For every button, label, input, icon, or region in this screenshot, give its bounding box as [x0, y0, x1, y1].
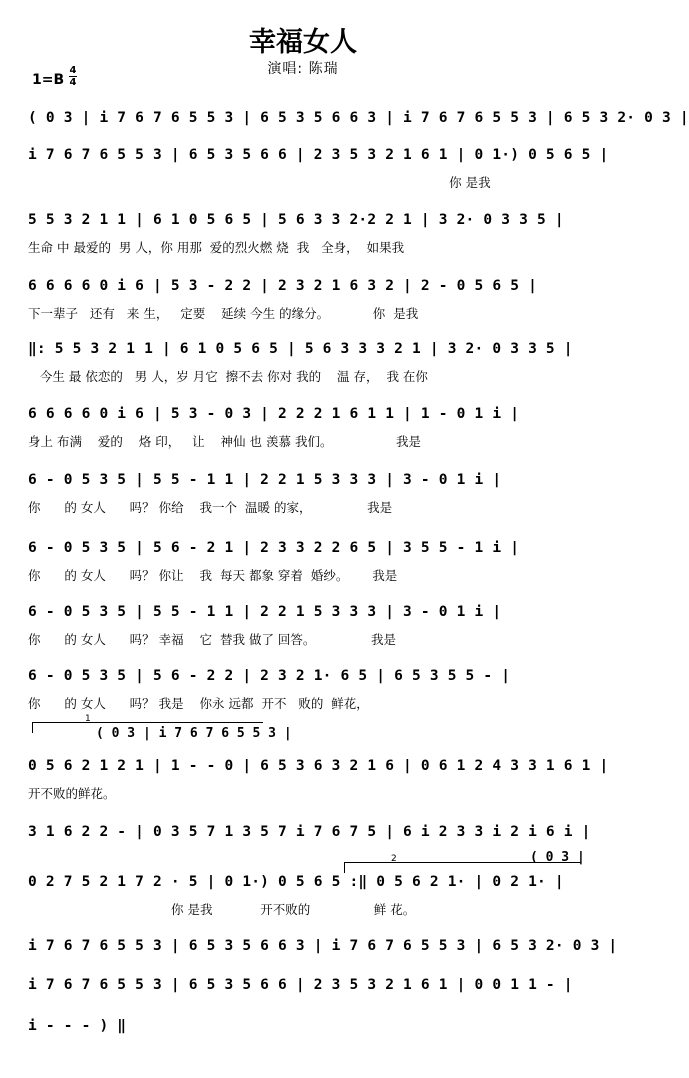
note-line: 6 - 0 5 3 5 | 5 6 - 2 2 | 2 3 2 1· 6 5 | 6 5 3 5 5 - |	[28, 668, 511, 684]
lyric-line	[28, 1044, 582, 1062]
note-line: 6 - 0 5 3 5 | 5 6 - 2 1 | 2 3 3 2 2 6 5 | 3 5 5 - 1 i |	[28, 540, 520, 556]
lyric-line: 今生 最 依恋的 男 人，岁 月它 擦不去 你对 我的 温 存， 我 在你	[28, 369, 428, 384]
note-line: 6 6 6 6 0 i 6 | 5 3 - 2 2 | 2 3 2 1 6 3 2 | 2 - 0 5 6 5 |	[28, 278, 537, 294]
score-row	[0, 668, 606, 728]
time-signature	[69, 66, 77, 87]
lyric-line: 你 的 女人 吗？ 你给 我一个 温暖 的家， 我是	[28, 500, 393, 515]
note-line: 3 1 6 2 2 - | 0 3 5 7 1 3 5 7 i 7 6 7 5 | 6 i 2 3 3 i 2 i 6 i |	[28, 824, 591, 840]
time-bottom: 4	[69, 77, 77, 88]
note-line: i 7 6 7 6 5 5 3 | 6 5 3 5 6 6 3 | i 7 6 7 6 5 5 3 | 6 5 3 2· 0 3 |	[28, 938, 618, 954]
note-line: i 7 6 7 6 5 5 3 | 6 5 3 5 6 6 | 2 3 5 3 2 1 6 1 | 0 0 1 1 - |	[28, 977, 573, 993]
score-row	[0, 874, 606, 934]
note-line: 0 5 6 2 1 2 1 | 1 - - 0 | 6 5 3 6 3 2 1 6 | 0 6 1 2 4 3 3 1 6 1 |	[28, 758, 609, 774]
lyric-line: 身上 布满 爱的 烙 印， 让 神仙 也 羡慕 我们。 我是	[28, 434, 422, 449]
lyric-line: 你 是我 开不败的 鲜 花。	[28, 902, 416, 917]
note-line: ‖: 5 5 3 2 1 1 | 6 1 0 5 6 5 | 5 6 3 3 3 2 1 | 3 2· 0 3 3 5 |	[28, 341, 573, 357]
note-line: ( 0 3 | i 7 6 7 6 5 5 3 | 6 5 3 5 6 6 3 | i 7 6 7 6 5 5 3 | 6 5 3 2· 0 3 |	[28, 110, 689, 126]
lyric-line: 开不败的鲜花。	[28, 786, 116, 801]
volta-1-notes: ( 0 3 | i 7 6 7 6 5 5 3 |	[96, 726, 292, 741]
note-line: 6 6 6 6 0 i 6 | 5 3 - 0 3 | 2 2 2 1 6 1 1 | 1 - 0 1 i |	[28, 406, 520, 422]
lyric-line: 生命 中 最爱的 男 人，你 用那 爱的烈火燃 烧 我 全身， 如果我	[28, 240, 405, 255]
score-row	[0, 758, 609, 818]
score-row	[0, 604, 606, 664]
score-row	[0, 472, 606, 532]
score-row	[0, 147, 609, 207]
lyric-line: 你 的 女人 吗？ 幸福 它 替我 做了 回答。 我是	[28, 632, 397, 647]
note-line: i 7 6 7 6 5 5 3 | 6 5 3 5 6 6 | 2 3 5 3 2 1 6 1 | 0 1·) 0 5 6 5 |	[28, 147, 609, 163]
volta-1-label: 1	[85, 714, 91, 724]
note-line: 0 2 7 5 2 1 7 2 · 5 | 0 1·) 0 5 6 5 :‖ 0 5 6 2 1· | 0 2 1· |	[28, 874, 564, 890]
note-line: 6 - 0 5 3 5 | 5 5 - 1 1 | 2 2 1 5 3 3 3 | 3 - 0 1 i |	[28, 604, 502, 620]
score-row	[0, 406, 606, 466]
singer-credit: 演唱: 陈瑞	[267, 61, 339, 77]
note-line: 5 5 3 2 1 1 | 6 1 0 5 6 5 | 5 6 3 3 2·2 2 1 | 3 2· 0 3 3 5 |	[28, 212, 564, 228]
lyric-line: 你 是我	[28, 175, 491, 190]
volta-2-label: 2	[391, 854, 397, 864]
score-row	[0, 540, 606, 600]
lyric-line: 你 的 女人 吗？ 你让 我 每天 都象 穿着 婚纱。 我是	[28, 568, 398, 583]
lyric-line: 你 的 女人 吗？ 我是 你永 远都 开不 败的 鲜花，	[28, 696, 369, 711]
page-title: 幸福女人	[249, 27, 357, 58]
lyric-line: 下一辈子 还有 来 生， 定要 延续 今生 的缘分。 你 是我	[28, 306, 419, 321]
score-row	[0, 341, 606, 401]
time-top: 4	[69, 65, 77, 76]
score-row	[0, 212, 606, 272]
note-line: i - - - ) ‖	[28, 1018, 127, 1034]
score-row	[0, 1018, 606, 1078]
note-line: 6 - 0 5 3 5 | 5 5 - 1 1 | 2 2 1 5 3 3 3 | 3 - 0 1 i |	[28, 472, 502, 488]
volta-2-notes: ( 0 3 |	[530, 850, 585, 865]
score-row	[0, 278, 606, 338]
key-signature: 1=B	[32, 72, 65, 88]
